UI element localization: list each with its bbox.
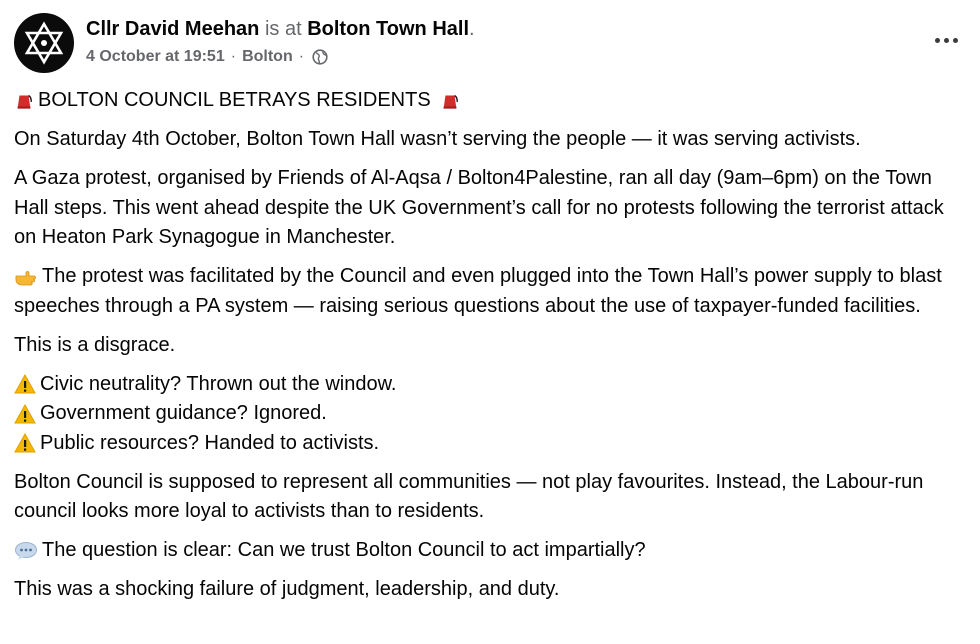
separator-dot: · <box>230 48 237 65</box>
post-body <box>14 86 966 614</box>
avatar[interactable] <box>14 13 74 73</box>
paragraph-6-text: The question is clear: Can we trust Bolton Council to act impartially? <box>42 539 646 561</box>
warning-item <box>14 429 966 459</box>
separator-dot: · <box>298 48 305 65</box>
post-header <box>0 0 980 80</box>
fez-emoji-icon <box>440 91 460 111</box>
warning-item <box>14 399 966 429</box>
speech-bubble-emoji-icon <box>14 541 38 561</box>
location-suffix: . <box>469 18 475 40</box>
warning-emoji-icon <box>14 433 36 453</box>
author-name[interactable]: Cllr David Meehan <box>86 18 260 40</box>
more-options-icon[interactable] <box>932 26 960 54</box>
paragraph-3-text: The protest was facilitated by the Council and even plugged into the Town Hall’s power supply to blast speeches through a PA system — raising serious questions about the use of taxpayer-funded facilities. <box>14 265 942 317</box>
warning-list <box>14 370 966 459</box>
paragraph-5: Bolton Council is supposed to represent all communities — not play favourites. Instead, the Labour-run council looks more loyal to activists than to residents. <box>14 470 924 522</box>
headline-text: BOLTON COUNCIL BETRAYS RESIDENTS <box>38 89 431 111</box>
post-place[interactable]: Bolton <box>242 48 293 65</box>
paragraph-1: On Saturday 4th October, Bolton Town Hall wasn’t serving the people — it was serving activists. <box>14 128 861 150</box>
warning-emoji-icon <box>14 404 36 424</box>
post-author-line <box>86 17 475 41</box>
warning-text: Civic neutrality? Thrown out the window. <box>40 372 397 395</box>
fez-emoji-icon <box>14 91 34 111</box>
star-of-david-icon <box>21 20 67 66</box>
is-at-text: is at <box>259 18 308 40</box>
post-timestamp[interactable]: 4 October at 19:51 <box>86 48 225 65</box>
globe-icon[interactable] <box>312 49 328 65</box>
post-meta <box>86 47 328 67</box>
paragraph-4: This is a disgrace. <box>14 333 176 356</box>
pointing-hand-emoji-icon <box>14 267 38 287</box>
warning-item <box>14 370 966 400</box>
paragraph-3 <box>14 262 966 321</box>
warning-text: Government guidance? Ignored. <box>40 402 327 424</box>
paragraph-6 <box>14 536 966 566</box>
location-link[interactable]: Bolton Town Hall <box>307 18 470 40</box>
paragraph-2: A Gaza protest, organised by Friends of Al-Aqsa / Bolton4Palestine, ran all day (9am–6pm) on the Town Hall steps. This went ahead despite the UK Government’s call for no protests following the terrorist attack on Heaton Park Synagogue in Manchester. <box>14 167 944 248</box>
warning-emoji-icon <box>14 374 36 394</box>
warning-text: Public resources? Handed to activists. <box>40 431 380 454</box>
paragraph-7: This was a shocking failure of judgment, leadership, and duty. <box>14 578 560 600</box>
post-headline <box>14 86 966 116</box>
